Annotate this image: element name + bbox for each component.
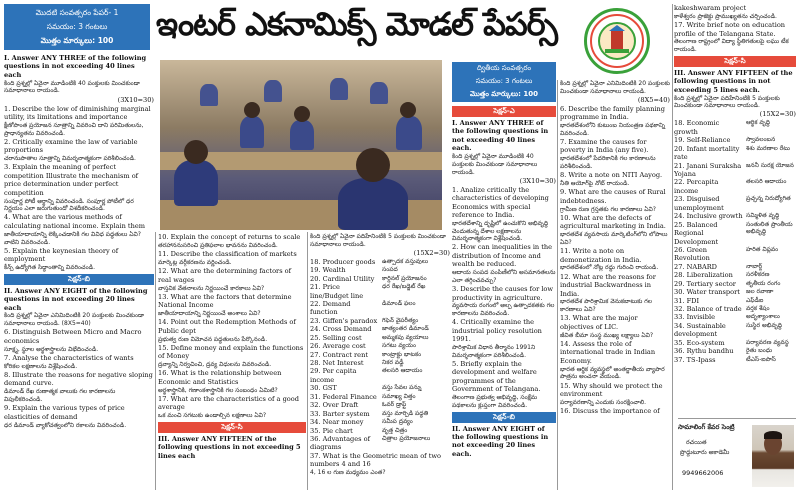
question-item-telugu: గ్రామీణ రుణ గ్రస్తతకు గల కారణాలు ఏవి? bbox=[560, 205, 656, 213]
term-telugu: నాబార్డ్ bbox=[746, 262, 763, 270]
question-item-telugu: కాళేశ్వరం ప్రాజెక్టు ప్రాముఖ్యతను చర్చించండి. bbox=[674, 12, 777, 20]
term-en: 22. Demand function bbox=[310, 299, 351, 317]
question-item-telugu: క్షీణోపాంత ప్రయోజన సూత్రాన్ని వివరించి దాని పరిమితులను, ప్రాధాన్యతను వివరించండి. bbox=[4, 121, 144, 137]
question-item-telugu: తెలంగాణ రాష్ట్రంలో విద్యా స్థితిగతులపై లఘు టీక రాయండి. bbox=[674, 38, 789, 54]
question-item-telugu: భారతదేశంలో పేదరికానికి గల కారణాలను పరిశీలించండి. bbox=[560, 155, 656, 171]
column-paper2-section-a bbox=[452, 104, 556, 490]
term-row bbox=[310, 401, 450, 409]
term-en: 19. Wealth bbox=[310, 266, 346, 275]
question-item-telugu: జాతీయాదాయాన్ని నిర్ణయించే అంశాలు ఏవి? bbox=[158, 310, 261, 318]
question-item: 3. Describe the causes for low productivity in agriculture. bbox=[452, 285, 554, 302]
term-row bbox=[674, 271, 796, 279]
term-row bbox=[310, 258, 450, 266]
question-item: 9. What are the causes of Rural indebtedness. bbox=[560, 188, 666, 205]
term-telugu: గిఫెన్ వైపరీత్యం bbox=[382, 316, 419, 324]
term-en: 26. Green Revolution bbox=[674, 245, 710, 263]
term-telugu: సమీప ద్రవ్యం bbox=[382, 418, 413, 426]
paper2-section-b-label: సెక్షన్-బి bbox=[452, 412, 556, 423]
column-paper1-section-c bbox=[310, 233, 450, 491]
term-telugu: జాత్యంతర డిమాండ్ bbox=[382, 325, 429, 333]
board-logo-seal bbox=[584, 8, 650, 74]
term-en: 18. Economic growth bbox=[674, 119, 720, 136]
term-en: 26. Average cost bbox=[310, 342, 366, 351]
author-role: రచయిత bbox=[686, 439, 707, 446]
term-telugu: సుస్థిర అభివృద్ధి bbox=[746, 321, 783, 329]
term-row bbox=[310, 410, 450, 418]
question-item-telugu: జీవిత బీమా సంస్థ ముఖ్య లక్ష్యాలు ఏవి? bbox=[560, 331, 654, 339]
term-en: 31. FDI bbox=[674, 296, 700, 305]
term-en: 30. GST bbox=[310, 384, 337, 393]
paper2-section-c-marks: (15X2=30) bbox=[759, 110, 796, 119]
term-telugu: తృతీయ రంగం bbox=[746, 279, 781, 287]
term-row bbox=[674, 347, 796, 355]
year2-label: ద్వితీయ సంవత్సరం bbox=[476, 64, 532, 72]
section-c-marks: (15X2=30) bbox=[413, 248, 450, 257]
term-en: 31. Federal Finance bbox=[310, 392, 377, 401]
term-telugu: రైతు బంధు bbox=[746, 347, 773, 355]
question-item: 10. What are the defects of agricultural marketing in India. bbox=[560, 213, 666, 231]
section-b-marks: (8X5=40) bbox=[61, 320, 91, 328]
section-c-heading: III. Answer ANY FIFTEEN of the following questions in not exceeding 5 lines each bbox=[158, 434, 301, 460]
question-item-telugu: సూక్ష్మ, స్థూల అర్థశాస్త్రాలను విభేదించండి. bbox=[4, 345, 99, 353]
question-item-telugu: వాస్తవిక వేతనాలను నిర్ణయించే కారకాలు ఏవి? bbox=[158, 284, 265, 292]
term-telugu: ఎఫ్‌డీఐ bbox=[746, 296, 764, 304]
question-item-telugu: వ్యవసాయ రంగంలో అల్ప ఉత్పాదకతకు గల కారణాలను వివరించండి. bbox=[452, 302, 555, 318]
term-en: 34. Sustainable development bbox=[674, 321, 726, 339]
author-phone: 9949662006 bbox=[682, 469, 724, 477]
term-row bbox=[674, 322, 796, 339]
term-row bbox=[310, 342, 450, 350]
paper2-section-c-label: సెక్షన్-సి bbox=[674, 56, 796, 67]
question-item: 6. Describe the family planning programme in India. bbox=[560, 104, 666, 122]
term-row bbox=[674, 339, 796, 347]
question-item: 3. Explain the meaning of perfect competition Illustrate the mechanism of price determination under perfect competition bbox=[4, 163, 139, 197]
year2-marks: మొత్తం మార్కులు: 100 bbox=[470, 90, 538, 98]
term-en: 27. NABARD bbox=[674, 262, 717, 271]
section-c-label: సెక్షన్-సి bbox=[158, 422, 306, 433]
term-en: 33. Barter system bbox=[310, 409, 370, 418]
term-telugu: సగటు వ్యయం bbox=[382, 342, 417, 350]
term-row bbox=[674, 162, 796, 179]
term-row bbox=[674, 288, 796, 296]
question-item: 16. Discuss the importance of bbox=[560, 407, 660, 416]
term-row bbox=[674, 119, 796, 136]
term-en: 23. Giffen's paradox bbox=[310, 316, 378, 325]
question-item-telugu: కీన్స్ ఉద్యోగిత సిద్ధాంతాన్ని వివరించండి. bbox=[4, 264, 96, 272]
author-name: సామాలింగ్ కేవర సెంట్రి bbox=[678, 423, 735, 431]
term-en: 19. Self-Reliance bbox=[674, 136, 731, 145]
term-en: 33. Invisible bbox=[674, 313, 715, 322]
term-row bbox=[674, 195, 796, 212]
question-item: 9. Explain the various types of price elasticities of demand bbox=[4, 404, 125, 421]
question-item-telugu: మార్కెట్ల వర్గీకరణను వర్ణించండి. bbox=[158, 259, 232, 267]
term-telugu: ఓవర్ డ్రాఫ్ట్ bbox=[382, 401, 407, 409]
term-telugu: డిమాండ్ ఫలం bbox=[382, 299, 416, 307]
paper2-section-a-instruction: కింది ప్రశ్నల్లో ఏవైనా మూడింటికి 40 పంక్తులకు మించకుండా సమాధానాలు రాయండి. bbox=[452, 153, 538, 176]
term-telugu: వస్తు మార్పిడి పద్ధతి bbox=[382, 409, 429, 417]
question-item-telugu: ఆదాయ సంపద పంపిణీలోని అసమానతలను ఎలా తగ్గించవచ్చు? bbox=[452, 269, 556, 284]
paper2-section-c-instruction: కింది ప్రశ్నల్లో ఏవైనా పదిహేనింటికి 5 పంక్తులకు మించకుండా సమాధానాలు రాయండి. bbox=[674, 94, 780, 110]
term-en: 18. Producer goods bbox=[310, 257, 376, 266]
term-telugu: వస్తు సేవల పన్ను bbox=[382, 384, 422, 392]
term-row bbox=[310, 418, 450, 426]
term-row bbox=[674, 221, 796, 246]
question-item-telugu: నీతి ఆయోగ్‌పై నోట్ రాయండి. bbox=[560, 180, 630, 188]
question-item: 5. Explain the keynesian theory of employment bbox=[4, 246, 119, 264]
term-en: 20. Infant mortality rate bbox=[674, 144, 740, 162]
term-telugu: సంతులిత ప్రాంతీయ అభివృద్ధి bbox=[746, 220, 793, 236]
paper2-section-a-marks: (3X10=30) bbox=[519, 176, 556, 185]
term-telugu: వర్తక శేషం bbox=[746, 305, 770, 312]
section-a-heading: I. Answer ANY THREE of the following questions in not exceeding 40 lines each bbox=[4, 54, 147, 79]
term-row bbox=[674, 212, 796, 220]
question-item: 7. Analyse the characteristics of wants bbox=[4, 353, 134, 362]
term-telugu: అమ్మకపు వ్యయాలు bbox=[382, 333, 429, 341]
question-item-telugu: ద్రవ్యాన్ని నిర్వచించి, ద్రవ్య విధులను వివరించండి. bbox=[158, 361, 272, 369]
term-row bbox=[674, 297, 796, 305]
question-item: 10. Explain the concept of returns to scale bbox=[158, 233, 301, 241]
term-en: 32. Balance of trade bbox=[674, 305, 742, 313]
author-desc: ప్రొద్దుటూరు అకాడెమీ bbox=[680, 449, 730, 456]
term-row bbox=[310, 325, 450, 333]
question-item: 2. Critically examine the law of variable proportions bbox=[4, 137, 138, 155]
term-row bbox=[310, 275, 450, 283]
term-en: 36. Rythu bandhu bbox=[674, 347, 734, 356]
term-row bbox=[310, 427, 450, 435]
term-en: 21. Price line/Budget line bbox=[310, 283, 364, 300]
term-en: 27. Contract rent bbox=[310, 350, 368, 359]
question-item-telugu: తెలంగాణ ప్రభుత్వ అభివృద్ధి, సంక్షేమ పథకాలను క్లుప్తంగా వివరించండి. bbox=[452, 394, 538, 409]
term-en: 36. Advantages of diagrams bbox=[310, 434, 371, 452]
term-row bbox=[674, 280, 796, 288]
term-telugu: జననీ సురక్ష యోజన bbox=[746, 161, 794, 169]
term-row bbox=[674, 305, 796, 313]
term-telugu: శిశు మరణాల రేటు bbox=[746, 144, 790, 152]
term-en: 29. Tertiary sector bbox=[674, 279, 736, 288]
term-en: 21. Janani Suraksha Yojana bbox=[674, 161, 742, 178]
question-item: 8. Illustrate the reasons for negative sloping demand curve. bbox=[4, 370, 153, 388]
term-row bbox=[310, 367, 450, 384]
paper1-marks: మొత్తం మార్కులు: 100 bbox=[40, 36, 114, 45]
paper1-info-box bbox=[4, 4, 150, 50]
column-paper2-section-b bbox=[560, 80, 670, 490]
question-item: 6. Distinguish Between Micro and Macro economics bbox=[4, 328, 142, 345]
question-37: 37. What is the Geometric mean of two numbers 4 and 16 bbox=[310, 451, 441, 469]
term-telugu: సమాఖ్య విత్తం bbox=[382, 392, 416, 400]
term-telugu: వృత్త చిత్రం bbox=[382, 426, 408, 434]
term-telugu: జల రవాణా bbox=[746, 288, 774, 296]
question-item: 4. What are the various methods of calculating national income. Explain them bbox=[4, 213, 145, 230]
term-en: 35. Eco-system bbox=[674, 338, 725, 347]
question-item: 15. Why should we protect the environment bbox=[560, 381, 663, 398]
section-b-label: సెక్షన్-బి bbox=[4, 274, 154, 285]
question-item-telugu: భారతదేశంలోని కుటుంబ నియంత్రణ పథకాన్ని వివరించండి. bbox=[560, 122, 666, 137]
question-item-telugu: తరహాననుసరించి ప్రతిఫలాల భావనను వివరించండి. bbox=[158, 241, 278, 249]
term-en: 37. TS-Ipass bbox=[674, 355, 716, 364]
term-en: 20. Cardinal Utility bbox=[310, 274, 375, 283]
term-en: 29. Per capita income bbox=[310, 367, 357, 384]
author-card bbox=[678, 418, 796, 490]
question-item: 4. Critically examine the industrial policy resolution 1991. bbox=[452, 318, 542, 344]
question-item: 13. What are the factors that determine National Income bbox=[158, 292, 292, 310]
term-en: 28. Net Interest bbox=[310, 359, 364, 368]
paper2-section-b-heading: II. Answer ANY EIGHT of the following questions in not exceeding 20 lines each. bbox=[452, 424, 549, 458]
question-item-telugu: భారతదేశ పారిశ్రామిక వెనుకబాటుకు గల కారణాలు ఏవి? bbox=[560, 298, 653, 314]
question-item-telugu: భారత ఆర్థిక వ్యవస్థలో అంతర్జాతీయ వ్యాపార పాత్రను అంచనా వేయండి. bbox=[560, 365, 665, 381]
question-item-telugu: కోరికల లక్షణాలను విశ్లేషించండి. bbox=[4, 362, 78, 370]
term-en: 35. Pie chart bbox=[310, 426, 353, 435]
term-row bbox=[310, 317, 450, 325]
question-item: 17. Write brief note on education profile of the Telangana State. bbox=[674, 21, 786, 38]
question-37-telugu: 4, 16 ల గుణ మధ్యమం ఎంత? bbox=[310, 469, 386, 477]
question-item: 15. Define money and explain the functions of Money bbox=[158, 343, 304, 361]
question-item: 7. Examine the causes for poverty in India (any five). bbox=[560, 138, 649, 155]
term-row bbox=[310, 393, 450, 401]
paper2-section-a-label: సెక్షన్-ఎ bbox=[452, 106, 556, 117]
question-item-telugu: భారతదేశంలో నోట్ల రద్దు గురించి రాయండి. bbox=[560, 264, 659, 272]
term-telugu: కార్డినల్ ప్రయోజనం bbox=[382, 274, 427, 282]
page-title: ఇంటర్ ఎకనామిక్స్ మోడల్ పేపర్స్ bbox=[156, 5, 557, 43]
term-telugu: కాంట్రాక్టు భాటకం bbox=[382, 350, 422, 358]
question-item-telugu: ప్రభుత్వ రుణ విమోచన పద్ధతులను పేర్కొనండి. bbox=[158, 335, 268, 343]
term-en: 28. Liberalization bbox=[674, 271, 733, 280]
section-a-instruction: కింది ప్రశ్నల్లో ఏవైనా మూడింటికి 40 పంక్తులకు మించకుండా సమాధానాలు రాయండి. bbox=[4, 79, 140, 95]
question-item: kakeshwaram project bbox=[674, 4, 747, 12]
column-paper2-section-c bbox=[674, 4, 796, 418]
term-telugu: ఉత్పాదక వస్తువులు bbox=[382, 257, 429, 265]
question-item-telugu: జాతీయాదాయాన్ని లెక్కించడానికి గల వివిధ పద్ధతులు ఏవి? వాటిని వివరించండి. bbox=[4, 230, 141, 246]
term-en: 25. Selling cost bbox=[310, 333, 362, 342]
question-item: 8. Write a note on NITI Aayog. bbox=[560, 171, 663, 180]
seal-icon bbox=[587, 11, 647, 71]
question-item-telugu: చరానుపాతాల సూత్రాన్ని విమర్శనాత్మకంగా పరిశీలించండి. bbox=[4, 155, 136, 163]
paper1-time: సమయం: 3 గంటలు bbox=[46, 22, 108, 31]
question-item: 2. How can inequalities in the distribution of Income and wealth be reduced. bbox=[452, 243, 553, 269]
question-item-telugu: సంపూర్ణ పోటీ అర్థాన్ని వివరించండి. సంపూర్ణ పోటీలో ధర నిర్ణయం ఎలా జరుగుతుందో విశదీకరించండి. bbox=[4, 197, 134, 213]
question-item: 1. Analize critically the characteristics of developing Economics with special reference to India. bbox=[452, 185, 549, 219]
term-row bbox=[674, 263, 796, 271]
question-item: 5. Briefly explain the development and welfare programmes of the Government of Telangana. bbox=[452, 359, 541, 394]
paper2-section-b-marks: (8X5=40) bbox=[637, 95, 670, 104]
question-item: 1. Describe the low of diminishing marginal utility, its limitations and importance bbox=[4, 104, 151, 122]
term-telugu: పర్యావరణ వ్యవస్థ bbox=[746, 338, 789, 346]
year2-info-box bbox=[452, 62, 556, 102]
term-en: 24. Inclusive growth bbox=[674, 212, 743, 221]
term-row bbox=[310, 384, 450, 392]
question-item-telugu: పర్యావరణాన్ని ఎందుకు సంరక్షించాలి. bbox=[560, 398, 647, 406]
term-telugu: చిత్రాల ప్రయోజనాలు bbox=[382, 434, 431, 442]
column-paper1-section-a bbox=[4, 54, 154, 490]
term-en: 30. Water transport bbox=[674, 288, 740, 297]
question-item-telugu: పారిశ్రామిక విధాన తీర్మానం 1991ని విమర్శనాత్మకంగా పరిశీలించండి. bbox=[452, 344, 536, 359]
term-telugu: సమ్మిళిత వృద్ధి bbox=[746, 212, 780, 220]
term-row bbox=[674, 246, 796, 263]
paper1-label: మొదటి సంవత్సరం పేపర్- 1 bbox=[35, 8, 119, 17]
author-photo bbox=[752, 425, 794, 487]
term-row bbox=[310, 334, 450, 342]
term-en: 25. Balanced Regional Development bbox=[674, 220, 719, 246]
term-row bbox=[674, 145, 796, 162]
term-telugu: అదృశ్యాంశాలు bbox=[746, 313, 780, 321]
question-item-telugu: అర్థశాస్త్రానికి, గణాంకశాస్త్రానికి గల సంబంధం ఏమిటి? bbox=[158, 386, 278, 394]
term-telugu: సరళీకరణ bbox=[746, 271, 770, 279]
term-row bbox=[310, 435, 450, 452]
year2-time: సమయం: 3 గంటలు bbox=[475, 77, 533, 85]
section-b-heading: II. Answer ANY EIGHT of the following questions in not exceeding 20 lines each bbox=[4, 286, 148, 312]
term-telugu: స్వావలంబన bbox=[746, 136, 776, 144]
question-item: 13. What are the major objectives of LIC. bbox=[560, 314, 638, 331]
term-en: 23. Disguised unemployment bbox=[674, 195, 724, 212]
paper2-section-a-heading: I. Answer ANY THREE of the following questions in not exceeding 40 lines each. bbox=[452, 118, 549, 153]
question-item: 14. Assess the role of international trade in Indian Economy. bbox=[560, 339, 656, 365]
term-telugu: తలసరి ఆదాయం bbox=[382, 367, 423, 375]
paper2-section-b-instruction: కింది ప్రశ్నల్లో ఏవైనా ఎనిమిదింటికి 20 పంక్తులకు మించకుండా సమాధానాలు రాయండి. bbox=[560, 80, 670, 95]
term-en: 34. Near money bbox=[310, 418, 364, 427]
term-row bbox=[674, 356, 796, 364]
section-a-marks: (3X10=30) bbox=[117, 95, 154, 104]
term-telugu: ప్రచ్ఛన్న నిరుద్యోగిత bbox=[746, 195, 791, 203]
paper2-section-c-heading: III. Answer ANY FIFTEEN of the following questions in not exceeding 5 lines each. bbox=[674, 68, 793, 94]
question-item: 17. What are the characteristics of a good average bbox=[158, 394, 299, 412]
question-item-telugu: భారతదేశాన్ని దృష్టిలో ఉంచుకొని అభివృద్ధి చెందుతున్న దేశాల లక్షణాలను విమర్శనాత్మకంగా విశ్లేషించండి. bbox=[452, 219, 549, 243]
section-c-instruction: కింది ప్రశ్నల్లో ఏవైనా పదిహేనింటికి 5 పంక్తులకు మించకుండా సమాధానాలు రాయండి. bbox=[310, 233, 447, 248]
term-telugu: నికర వడ్డీ bbox=[382, 359, 404, 367]
term-telugu: సంపద bbox=[382, 266, 398, 274]
term-en: 22. Percapita income bbox=[674, 178, 719, 195]
term-row bbox=[310, 351, 450, 359]
question-item-telugu: ధర డిమాండ్ వ్యాకోచత్వంలోని రకాలను వివరించండి. bbox=[4, 421, 127, 429]
term-row bbox=[310, 359, 450, 367]
term-row bbox=[674, 136, 796, 144]
term-telugu: ధర రేఖ/బడ్జెట్ రేఖ bbox=[382, 283, 426, 291]
term-en: 24. Cross Demand bbox=[310, 325, 372, 334]
question-item: 12. What are the reasons for industrial Backwardness in India. bbox=[560, 272, 656, 298]
question-item: 16. What is the relationship between Economic and Statistics bbox=[158, 369, 282, 386]
question-item: 11. Write a note on demonetization in India. bbox=[560, 247, 642, 264]
exam-hall-photo bbox=[160, 60, 442, 230]
question-item: 14. Point out the Redemption Methods of Public dept bbox=[158, 318, 296, 335]
term-row bbox=[310, 300, 450, 317]
term-en: 32. Over Draft bbox=[310, 401, 359, 410]
question-item-telugu: భారతదేశ వ్యవసాయ మార్కెటింగ్‌లోని లోపాలు ఏవి? bbox=[560, 231, 668, 246]
section-b-instruction: కింది ప్రశ్నల్లో ఏవైనా ఎనిమిదింటికి 20 పంక్తులకు మించకుండా సమాధానాలు రాయండి. (8X5=40) bbox=[4, 312, 145, 328]
question-item: 11. Describe the classification of markets bbox=[158, 250, 297, 259]
question-item-telugu: ఒక మంచి సగటుకు ఉండాల్సిన లక్షణాలు ఏవి? bbox=[158, 412, 267, 420]
column-paper1-section-b-cont bbox=[158, 233, 306, 491]
question-item-telugu: డిమాండ్ రేఖ రుణాత్మక వాలుకు గల కారణాలను విపులీకరించండి. bbox=[4, 388, 116, 404]
term-row bbox=[674, 178, 796, 195]
term-row bbox=[310, 266, 450, 274]
question-item: 12. What are the determining factors of real wages bbox=[158, 267, 292, 284]
term-telugu: ఆర్థిక వృద్ధి bbox=[746, 119, 771, 127]
term-telugu: తలసరి ఆదాయం bbox=[746, 178, 787, 186]
term-telugu: హరిత విప్లవం bbox=[746, 245, 779, 253]
term-row bbox=[310, 283, 450, 300]
term-row bbox=[674, 313, 796, 321]
term-telugu: టీఎస్-ఐపాస్ bbox=[746, 355, 776, 363]
